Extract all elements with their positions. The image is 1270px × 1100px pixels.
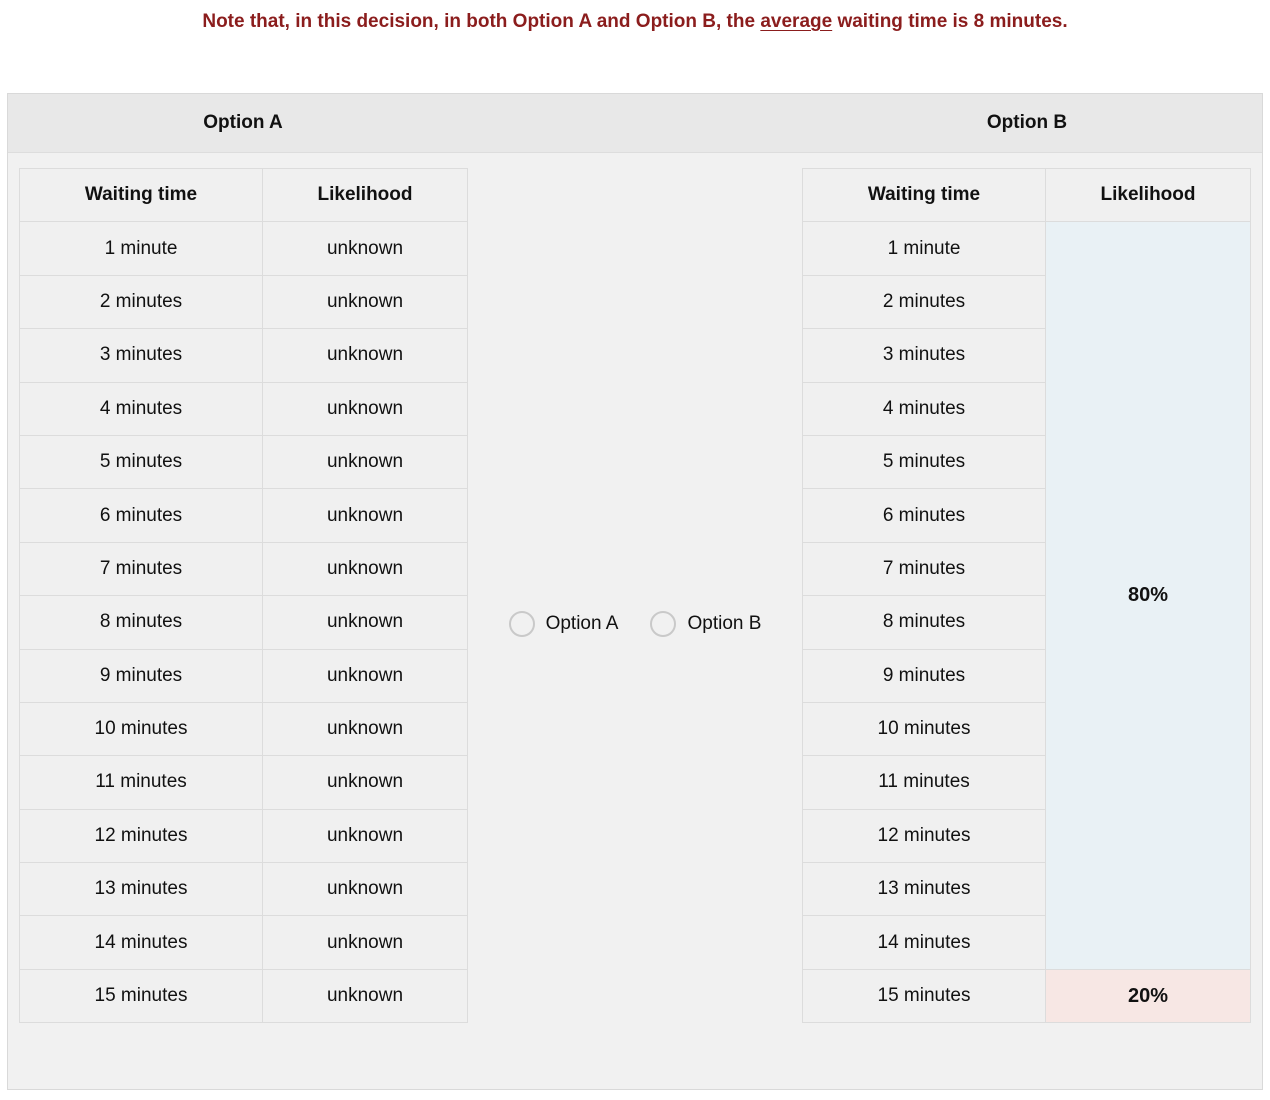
option-a-table-header-row (20, 169, 468, 222)
panel-header (8, 94, 1262, 153)
option-b-table-header-row (803, 169, 1251, 222)
likelihood-cell: unknown (263, 275, 468, 328)
panel-body (8, 153, 1262, 1023)
likelihood-cell: unknown (263, 435, 468, 488)
radio-circle-icon[interactable] (509, 611, 535, 637)
waiting-time-cell: 14 minutes (20, 916, 263, 969)
waiting-time-cell: 10 minutes (803, 702, 1046, 755)
table-row (20, 329, 468, 382)
option-a-tbody (20, 222, 468, 1023)
option-b-radio-label[interactable]: Option B (687, 612, 762, 634)
likelihood-cell: unknown (263, 382, 468, 435)
table-row (803, 222, 1251, 275)
waiting-time-cell: 3 minutes (803, 329, 1046, 382)
option-b-tbody (803, 222, 1251, 1023)
waiting-time-cell: 7 minutes (803, 542, 1046, 595)
table-row (20, 222, 468, 275)
waiting-time-cell: 11 minutes (803, 756, 1046, 809)
waiting-time-cell: 15 minutes (20, 969, 263, 1022)
table-row (20, 809, 468, 862)
table-row (20, 756, 468, 809)
option-a-header: Option A (203, 112, 283, 133)
waiting-time-cell: 4 minutes (803, 382, 1046, 435)
waiting-time-column-header: Waiting time (803, 169, 1046, 222)
waiting-time-cell: 6 minutes (803, 489, 1046, 542)
likelihood-cell: unknown (263, 756, 468, 809)
waiting-time-cell: 10 minutes (20, 702, 263, 755)
choice-area (468, 196, 802, 1051)
radio-circle-icon[interactable] (650, 611, 676, 637)
waiting-time-cell: 12 minutes (803, 809, 1046, 862)
table-row (20, 542, 468, 595)
option-a-radio-label[interactable]: Option A (545, 612, 619, 634)
likelihood-cell: unknown (263, 489, 468, 542)
waiting-time-cell: 8 minutes (803, 596, 1046, 649)
option-b-table (802, 168, 1251, 1023)
waiting-time-cell: 7 minutes (20, 542, 263, 595)
note-banner (0, 11, 1270, 33)
waiting-time-cell: 6 minutes (20, 489, 263, 542)
likelihood-column-header: Likelihood (263, 169, 468, 222)
waiting-time-cell: 5 minutes (803, 435, 1046, 488)
option-a-table (19, 168, 468, 1023)
waiting-time-cell: 3 minutes (20, 329, 263, 382)
waiting-time-cell: 9 minutes (803, 649, 1046, 702)
table-row (20, 382, 468, 435)
waiting-time-cell: 13 minutes (803, 863, 1046, 916)
likelihood-cell: unknown (263, 329, 468, 382)
likelihood-cell: unknown (263, 702, 468, 755)
likelihood-cell: unknown (263, 916, 468, 969)
waiting-time-cell: 11 minutes (20, 756, 263, 809)
likelihood-cell: unknown (263, 809, 468, 862)
waiting-time-cell: 5 minutes (20, 435, 263, 488)
waiting-time-cell: 2 minutes (803, 275, 1046, 328)
likelihood-column-header: Likelihood (1046, 169, 1251, 222)
likelihood-cell: unknown (263, 649, 468, 702)
likelihood-cell: unknown (263, 969, 468, 1022)
table-row (20, 916, 468, 969)
waiting-time-cell: 13 minutes (20, 863, 263, 916)
table-row (20, 702, 468, 755)
note-text-before: Note that, in this decision, in both Option A and Option B, the (202, 11, 761, 32)
note-text-after: waiting time is 8 minutes. (832, 11, 1068, 32)
note-underlined-word: average (760, 11, 833, 32)
waiting-time-cell: 1 minute (20, 222, 263, 275)
table-row (20, 275, 468, 328)
table-row (803, 969, 1251, 1022)
option-b-radio[interactable] (650, 611, 761, 637)
waiting-time-cell: 1 minute (803, 222, 1046, 275)
likelihood-cell: unknown (263, 596, 468, 649)
waiting-time-cell: 14 minutes (803, 916, 1046, 969)
waiting-time-cell: 4 minutes (20, 382, 263, 435)
table-row (20, 969, 468, 1022)
waiting-time-column-header: Waiting time (20, 169, 263, 222)
table-row (20, 489, 468, 542)
decision-panel (7, 93, 1263, 1090)
waiting-time-cell: 12 minutes (20, 809, 263, 862)
option-b-header: Option B (986, 112, 1068, 133)
likelihood-80-cell: 80% (1046, 222, 1251, 969)
waiting-time-cell: 9 minutes (20, 649, 263, 702)
likelihood-cell: unknown (263, 222, 468, 275)
option-a-radio[interactable] (509, 611, 619, 637)
radio-group (509, 611, 762, 637)
table-row (20, 596, 468, 649)
table-row (20, 649, 468, 702)
likelihood-cell: unknown (263, 542, 468, 595)
table-row (20, 863, 468, 916)
likelihood-20-cell: 20% (1046, 969, 1251, 1022)
table-row (20, 435, 468, 488)
likelihood-cell: unknown (263, 863, 468, 916)
waiting-time-cell: 15 minutes (803, 969, 1046, 1022)
waiting-time-cell: 8 minutes (20, 596, 263, 649)
waiting-time-cell: 2 minutes (20, 275, 263, 328)
